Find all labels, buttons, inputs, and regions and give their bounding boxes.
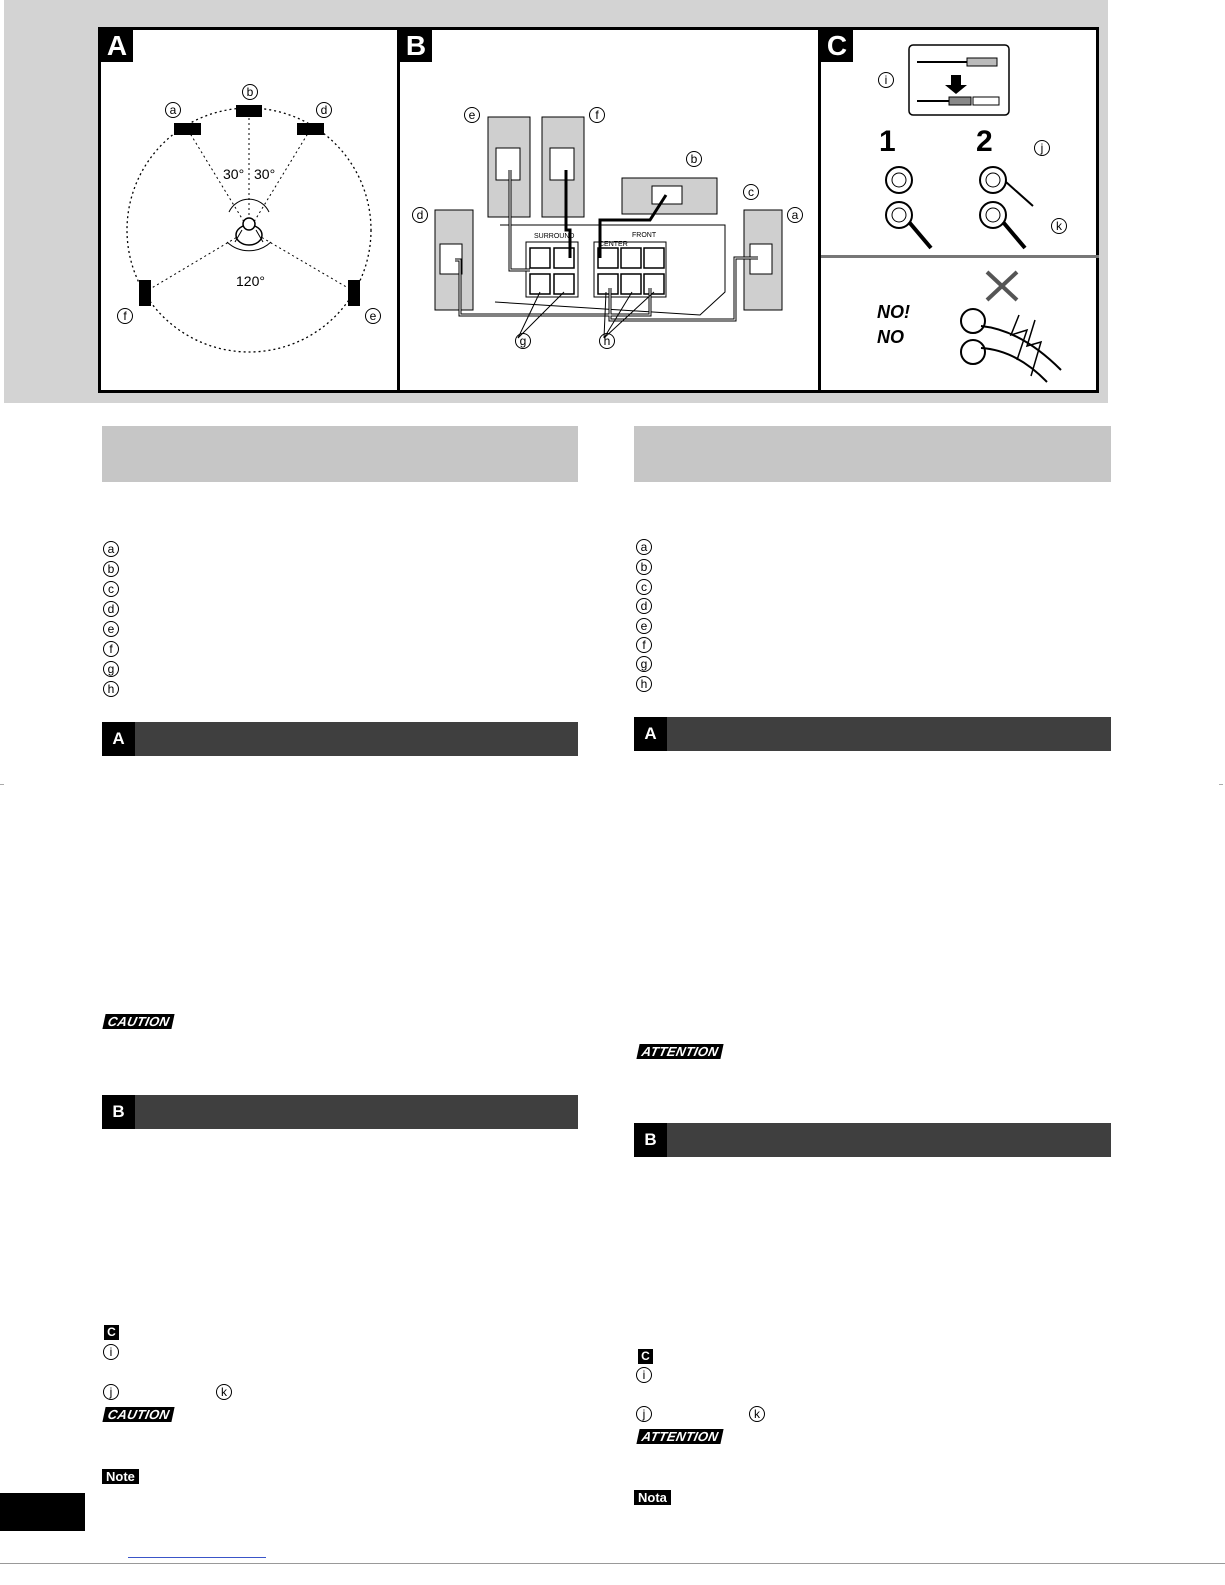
right-marker-i: i: [636, 1367, 652, 1383]
left-section-a-tag: A: [102, 722, 135, 756]
left-legend-b: b: [103, 561, 119, 577]
wiring-label-h: h: [599, 333, 615, 349]
left-legend-a: a: [103, 541, 119, 557]
label-e: e: [365, 308, 381, 324]
label-f: f: [117, 308, 133, 324]
right-section-a-tag: A: [634, 717, 667, 751]
panel-b-badge: B: [400, 30, 432, 62]
crop-mark-left: [0, 784, 4, 785]
wiring-label-a: a: [787, 207, 803, 223]
left-section-b-bar: [102, 1095, 578, 1129]
speaker-d: [297, 123, 324, 135]
left-legend-e: e: [103, 621, 119, 637]
step-1-number: 1: [879, 125, 896, 158]
terminal-step-2: [980, 167, 1033, 248]
left-caution-a: CAUTION: [102, 1014, 175, 1029]
speaker-e: [348, 280, 360, 306]
angle-label-left: 30°: [223, 166, 245, 182]
terminal-diagram: [821, 30, 1099, 390]
panel-a-placement: [101, 30, 397, 390]
wiring-label-d: d: [412, 207, 428, 223]
right-note-label: Nota: [634, 1490, 671, 1505]
panel-c-divider: [821, 255, 1099, 258]
label-b: b: [242, 84, 258, 100]
right-legend-e: e: [636, 618, 652, 634]
left-c-tag: C: [104, 1325, 119, 1340]
panel-c-terminals: [818, 30, 1099, 390]
page-number-tab: [0, 1493, 85, 1531]
panel-b-wiring: [397, 30, 821, 390]
left-section-header: [102, 426, 578, 482]
wiring-label-e: e: [464, 107, 480, 123]
right-marker-k: k: [749, 1406, 765, 1422]
terminal-label-j: j: [1034, 140, 1050, 156]
right-legend-f: f: [636, 637, 652, 653]
page-bottom-rule: [0, 1563, 1225, 1564]
right-section-b-tag: B: [634, 1123, 667, 1157]
terminal-label-surround: SURROUND: [534, 233, 575, 240]
angle-label-right: 30°: [254, 166, 276, 182]
no-label-2: NO: [877, 327, 904, 347]
label-d: d: [316, 102, 332, 118]
wiring-label-f: f: [589, 107, 605, 123]
terminal-label-i: i: [878, 72, 894, 88]
left-legend-d: d: [103, 601, 119, 617]
left-legend-h: h: [103, 681, 119, 697]
speaker-connection-figure: [98, 27, 1099, 393]
right-legend-g: g: [636, 656, 652, 672]
panel-a-badge: A: [101, 30, 133, 62]
angle-arc-front: [229, 199, 269, 212]
speaker-a: [174, 123, 201, 135]
right-section-header: [634, 426, 1111, 482]
terminal-label-k: k: [1051, 218, 1067, 234]
right-legend-d: d: [636, 598, 652, 614]
no-label-1: NO!: [877, 302, 910, 322]
right-legend-b: b: [636, 559, 652, 575]
angle-label-rear: 120°: [236, 273, 265, 289]
left-section-a-bar: [102, 722, 578, 756]
terminal-step-1: [886, 167, 931, 248]
speaker-f: [139, 280, 151, 306]
surround-left-line: [145, 230, 249, 292]
right-attention-c: ATTENTION: [636, 1429, 723, 1444]
terminal-label-center: CENTER: [599, 241, 628, 248]
right-section-b-bar: [634, 1123, 1111, 1157]
wiring-label-g: g: [515, 333, 531, 349]
step-2-number: 2: [976, 125, 993, 158]
crop-mark-right: [1219, 784, 1223, 785]
right-section-a-bar: [634, 717, 1111, 751]
left-marker-i: i: [103, 1344, 119, 1360]
left-marker-k: k: [216, 1384, 232, 1400]
left-legend-f: f: [103, 641, 119, 657]
left-caution-c: CAUTION: [102, 1407, 175, 1422]
right-c-tag: C: [638, 1349, 653, 1364]
footer-link-underline: [128, 1557, 266, 1558]
panel-c-badge: C: [821, 30, 853, 62]
right-legend-h: h: [636, 676, 652, 692]
label-a: a: [165, 102, 181, 118]
left-legend-c: c: [103, 581, 119, 597]
left-note-label: Note: [102, 1469, 139, 1484]
right-legend-a: a: [636, 539, 652, 555]
wiring-label-c: c: [743, 184, 759, 200]
terminal-label-front: FRONT: [632, 232, 657, 239]
wiring-label-b: b: [686, 151, 702, 167]
right-marker-j: j: [636, 1406, 652, 1422]
speaker-b-center: [236, 105, 262, 117]
shorted-terminals: [961, 309, 1061, 382]
left-section-b-tag: B: [102, 1095, 135, 1129]
right-attention-a: ATTENTION: [636, 1044, 723, 1059]
left-legend-g: g: [103, 661, 119, 677]
left-marker-j: j: [103, 1384, 119, 1400]
right-legend-c: c: [636, 579, 652, 595]
no-cross-icon: [987, 272, 1017, 300]
